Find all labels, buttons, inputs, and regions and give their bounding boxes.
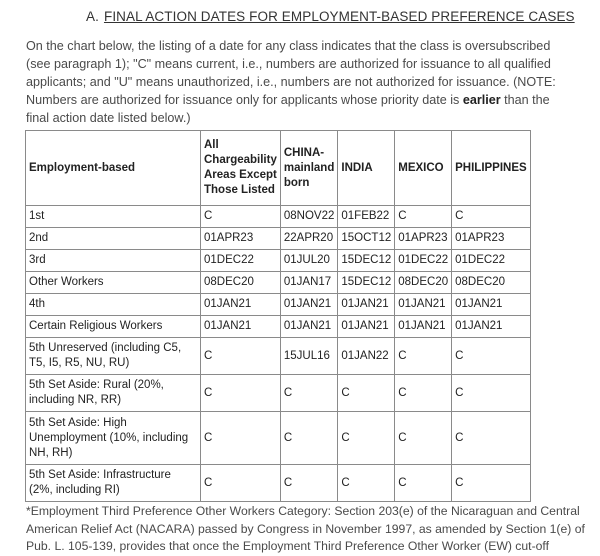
date-cell: C xyxy=(395,465,452,502)
date-cell: C xyxy=(280,465,338,502)
header-india: INDIA xyxy=(338,131,395,206)
date-cell: 01JAN21 xyxy=(395,316,452,338)
date-cell: C xyxy=(280,375,338,412)
date-cell: 01APR23 xyxy=(452,228,531,250)
date-cell: 01JAN21 xyxy=(201,316,281,338)
date-cell: C xyxy=(338,375,395,412)
header-employment-based: Employment-based xyxy=(26,131,201,206)
date-cell: C xyxy=(280,412,338,465)
header-philippines: PHILIPPINES xyxy=(452,131,531,206)
table-row xyxy=(26,272,531,294)
date-cell: C xyxy=(395,206,452,228)
table-row xyxy=(26,412,531,465)
row-category-cell: 4th xyxy=(26,294,201,316)
intro-text-end: than the final action date listed below.) xyxy=(26,93,550,125)
date-cell: C xyxy=(452,206,531,228)
header-mexico: MEXICO xyxy=(395,131,452,206)
date-cell: C xyxy=(452,465,531,502)
row-category-cell: 5th Unreserved (including C5, T5, I5, R5, NU, RU) xyxy=(26,338,201,375)
date-cell: C xyxy=(452,338,531,375)
date-cell: 01JAN21 xyxy=(338,294,395,316)
date-cell: 01JAN21 xyxy=(452,294,531,316)
date-cell: 01DEC22 xyxy=(395,250,452,272)
table-row xyxy=(26,465,531,502)
date-cell: C xyxy=(395,375,452,412)
table-row xyxy=(26,316,531,338)
date-cell: 22APR20 xyxy=(280,228,338,250)
table-row xyxy=(26,206,531,228)
date-cell: 01JAN21 xyxy=(338,316,395,338)
row-category-cell: 5th Set Aside: High Unemployment (10%, including NH, RH) xyxy=(26,412,201,465)
date-cell: 08DEC20 xyxy=(201,272,281,294)
date-cell: 01JAN21 xyxy=(280,316,338,338)
row-category-cell: 1st xyxy=(26,206,201,228)
date-cell: 01APR23 xyxy=(201,228,281,250)
date-cell: 15DEC12 xyxy=(338,272,395,294)
row-category-cell: 5th Set Aside: Infrastructure (2%, including RI) xyxy=(26,465,201,502)
row-category-cell: 2nd xyxy=(26,228,201,250)
row-category-cell: Other Workers xyxy=(26,272,201,294)
date-cell: 01JAN21 xyxy=(280,294,338,316)
table-row xyxy=(26,375,531,412)
header-all-chargeability: All Chargeability Areas Except Those Listed xyxy=(201,131,281,206)
section-heading xyxy=(86,9,575,24)
date-cell: C xyxy=(452,375,531,412)
date-cell: C xyxy=(395,412,452,465)
date-cell: 08NOV22 xyxy=(280,206,338,228)
intro-paragraph xyxy=(26,37,576,127)
intro-bold-word: earlier xyxy=(462,93,501,107)
date-cell: 01DEC22 xyxy=(201,250,281,272)
date-cell: 01JAN21 xyxy=(395,294,452,316)
date-cell: 15OCT12 xyxy=(338,228,395,250)
table-row xyxy=(26,338,531,375)
date-cell: 01JAN21 xyxy=(201,294,281,316)
table-row xyxy=(26,294,531,316)
table-body xyxy=(26,131,531,502)
table-row xyxy=(26,228,531,250)
date-cell: 01JAN21 xyxy=(452,316,531,338)
date-cell: C xyxy=(201,206,281,228)
date-cell: 01APR23 xyxy=(395,228,452,250)
row-category-cell: 3rd xyxy=(26,250,201,272)
date-cell: C xyxy=(338,412,395,465)
date-cell: 01JAN17 xyxy=(280,272,338,294)
section-letter: A. xyxy=(86,9,99,24)
date-cell: 15DEC12 xyxy=(338,250,395,272)
row-category-cell: 5th Set Aside: Rural (20%, including NR, RR) xyxy=(26,375,201,412)
footnote: *Employment Third Preference Other Workers Category: Section 203(e) of the Nicaraguan and Central American Relief Act (NACARA) passed by Congress in November 1997, as amended by Section 1(e) of Pub. L. 105-139, provides that once the Employment Third Preference Other Worker (EW) cut-off xyxy=(26,504,585,553)
row-category-cell: Certain Religious Workers xyxy=(26,316,201,338)
date-cell: 01JUL20 xyxy=(280,250,338,272)
date-cell: C xyxy=(201,375,281,412)
date-cell: 01JAN22 xyxy=(338,338,395,375)
date-cell: C xyxy=(452,412,531,465)
table-row xyxy=(26,250,531,272)
date-cell: C xyxy=(201,465,281,502)
date-cell: 08DEC20 xyxy=(452,272,531,294)
section-title: FINAL ACTION DATES FOR EMPLOYMENT-BASED PREFERENCE CASES xyxy=(103,9,575,24)
date-cell: 15JUL16 xyxy=(280,338,338,375)
date-cell: C xyxy=(201,412,281,465)
date-cell: 08DEC20 xyxy=(395,272,452,294)
final-action-dates-table xyxy=(25,130,531,502)
date-cell: C xyxy=(201,338,281,375)
date-cell: 01FEB22 xyxy=(338,206,395,228)
date-cell: 01DEC22 xyxy=(452,250,531,272)
header-china: CHINA-mainland born xyxy=(280,131,338,206)
table-header-row xyxy=(26,131,531,206)
date-cell: C xyxy=(395,338,452,375)
intro-text-start: On the chart below, the listing of a date for any class indicates that the class is oversubscribed (see paragraph 1); "C" means current, i.e., numbers are authorized for issuance to all qualified applicants; and "U" means unauthorized, i.e., numbers are not authorized for issuance. (NOTE: Numbers are authorized for issuance only for applicants whose priority date is xyxy=(26,39,556,107)
date-cell: C xyxy=(338,465,395,502)
